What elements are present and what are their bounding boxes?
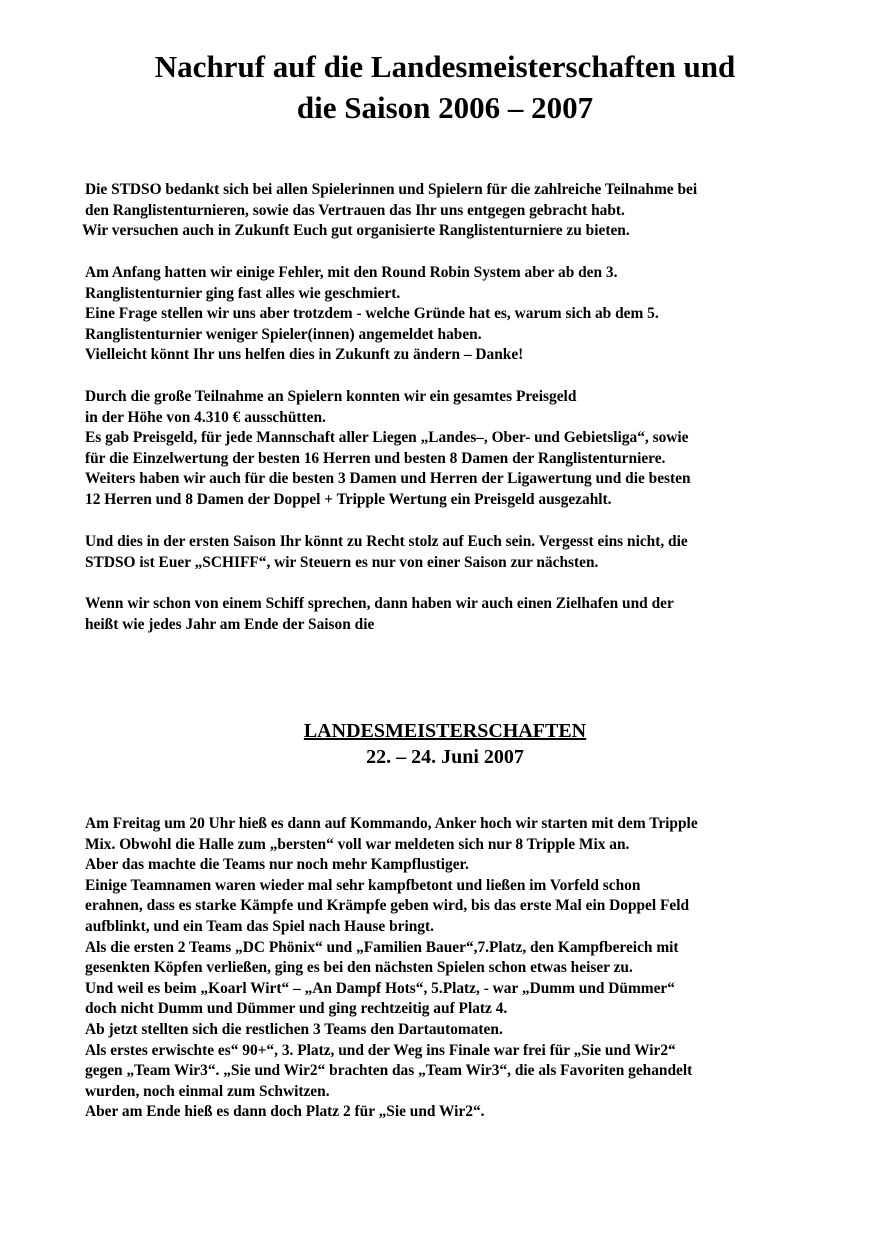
text-line: Ab jetzt stellten sich die restlichen 3 Teams den Dartautomaten. (85, 1020, 503, 1038)
paragraph-ship (85, 594, 845, 635)
page-title-line-2: die Saison 2006 – 2007 (296, 90, 594, 125)
text-line: Aber am Ende hieß es dann doch Platz 2 für „Sie und Wir2“. (85, 1103, 485, 1121)
paragraph-report (85, 814, 845, 1123)
text-line: wurden, noch einmal zum Schwitzen. (85, 1082, 330, 1100)
page-title (0, 46, 890, 128)
text-line: Eine Frage stellen wir uns aber trotzdem - welche Gründe hat es, warum sich ab dem 5. (85, 305, 659, 323)
text-line: Und weil es beim „Koarl Wirt“ – „An Dampf Hots“, 5.Platz, - war „Dumm und Dümmer“ (85, 979, 675, 997)
text-line: Wir versuchen auch in Zukunft Euch gut organisierte Ranglistenturniere zu bieten. (82, 222, 630, 240)
text-line: STDSO ist Euer „SCHIFF“, wir Steuern es nur von einer Saison zur nächsten. (85, 553, 599, 571)
text-line: Ranglistenturnier ging fast alles wie geschmiert. (85, 284, 401, 302)
text-line: aufblinkt, und ein Team das Spiel nach Hause bringt. (85, 917, 434, 935)
text-line: Die STDSO bedankt sich bei allen Spielerinnen und Spielern für die zahlreiche Teilnahme bei (85, 181, 698, 198)
paragraph-round-robin (85, 263, 845, 366)
text-line: Mix. Obwohl die Halle zum „bersten“ voll war meldeten sich nur 8 Tripple Mix an. (85, 835, 630, 853)
text-line: Einige Teamnamen waren wieder mal sehr kampfbetont und ließen im Vorfeld schon (85, 876, 641, 894)
text-line: Es gab Preisgeld, für jede Mannschaft aller Liegen „Landes–, Ober- und Gebietsliga“, sowie (85, 429, 689, 447)
text-line: heißt wie jedes Jahr am Ende der Saison die (85, 615, 375, 633)
text-line: gesenkten Köpfen verließen, ging es bei den nächsten Spielen schon etwas heiser zu. (85, 959, 633, 977)
text-line: für die Einzelwertung der besten 16 Herren und besten 8 Damen der Ranglistenturniere. (85, 449, 666, 467)
text-line: Als die ersten 2 Teams „DC Phönix“ und „Familien Bauer“,7.Platz, den Kampfbereich mit (85, 938, 679, 956)
text-line: in der Höhe von 4.310 € ausschütten. (85, 408, 326, 426)
text-line: erahnen, dass es starke Kämpfe und Krämpfe geben wird, bis das erste Mal ein Doppel Feld (85, 897, 690, 915)
section-title: LANDESMEISTERSCHAFTEN (303, 720, 587, 742)
text-line: Am Freitag um 20 Uhr hieß es dann auf Kommando, Anker hoch wir starten mit dem Tripple (85, 815, 698, 832)
text-line: den Ranglistenturnieren, sowie das Vertrauen das Ihr uns entgegen gebracht habt. (85, 201, 625, 219)
section-heading (0, 718, 890, 770)
text-line: Als erstes erwischte es“ 90+“, 3. Platz, und der Weg ins Finale war frei für „Sie und Wir2“ (85, 1041, 676, 1059)
paragraph-first-season (85, 532, 845, 573)
text-line: Durch die große Teilnahme an Spielern konnten wir ein gesamtes Preisgeld (85, 388, 577, 405)
text-line: Vielleicht könnt Ihr uns helfen dies in Zukunft zu ändern – Danke! (85, 346, 524, 364)
text-line: Ranglistenturnier weniger Spieler(innen) angemeldet haben. (85, 325, 482, 343)
text-line: gegen „Team Wir3“. „Sie und Wir2“ brachten das „Team Wir3“, die als Favoriten gehandelt (85, 1062, 693, 1080)
paragraph-thanks (82, 180, 845, 242)
text-line: Aber das machte die Teams nur noch mehr Kampflustiger. (85, 856, 469, 874)
paragraph-prize-money (85, 387, 845, 511)
text-line: 12 Herren und 8 Damen der Doppel + Tripple Wertung ein Preisgeld ausgezahlt. (85, 490, 612, 508)
text-line: Am Anfang hatten wir einige Fehler, mit den Round Robin System aber ab den 3. (85, 264, 618, 281)
page-title-line-1: Nachruf auf die Landesmeisterschaften und (154, 49, 736, 84)
text-line: Wenn wir schon von einem Schiff sprechen, dann haben wir auch einen Zielhafen und der (85, 595, 674, 612)
text-line: doch nicht Dumm und Dümmer und ging rechtzeitig auf Platz 4. (85, 1000, 508, 1018)
text-line: Weiters haben wir auch für die besten 3 Damen und Herren der Ligawertung und die besten (85, 470, 691, 488)
section-date: 22. – 24. Juni 2007 (366, 746, 524, 768)
text-line: Und dies in der ersten Saison Ihr könnt zu Recht stolz auf Euch sein. Vergesst eins nicht, die (85, 533, 688, 550)
